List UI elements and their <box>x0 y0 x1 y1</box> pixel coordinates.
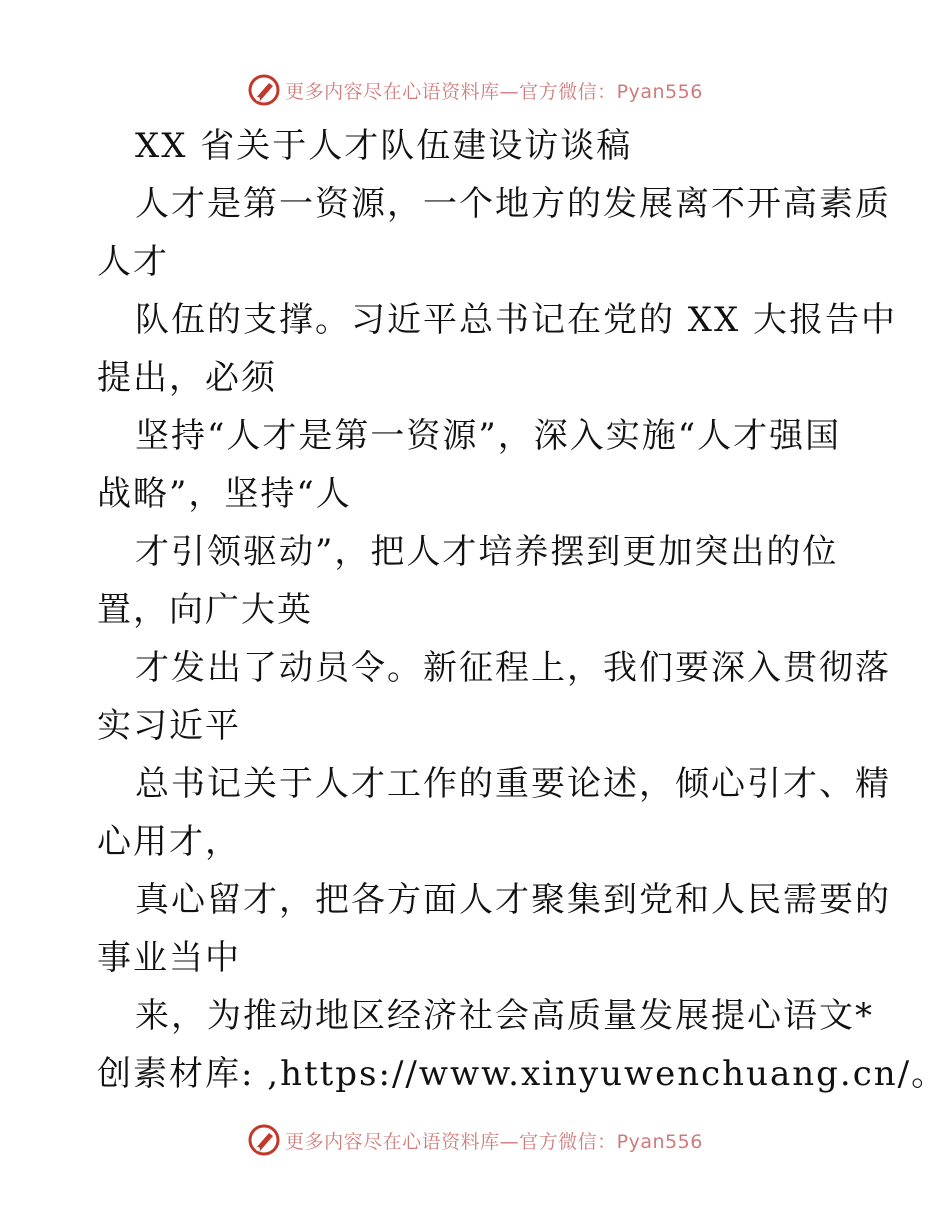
text-line: 创素材库: ,https://www.xinyuwenchuang.cn/。 <box>97 1054 948 1094</box>
pen-logo-icon <box>247 1123 281 1157</box>
text-line: 总书记关于人才工作的重要论述，倾心引才、精 <box>135 764 891 804</box>
text-line: 才发出了动员令。新征程上，我们要深入贯彻落 <box>135 648 891 688</box>
footer-watermark <box>0 1120 950 1160</box>
text-line: 战略”，坚持“人 <box>97 474 352 514</box>
watermark-text: 更多内容尽在心语资料库—官方微信：Pyan556 <box>285 1130 703 1153</box>
text-line: 真心留才，把各方面人才聚集到党和人民需要的 <box>135 880 891 920</box>
text-line: 提出，必须 <box>97 358 277 398</box>
watermark-text: 更多内容尽在心语资料库—官方微信：Pyan556 <box>285 80 703 103</box>
text-line: 队伍的支撑。习近平总书记在党的 XX 大报告中 <box>135 300 898 340</box>
text-line: 实习近平 <box>97 706 241 746</box>
text-line: 心用才， <box>97 822 241 862</box>
text-line: 置，向广大英 <box>97 590 313 630</box>
text-line: 人才 <box>97 242 169 282</box>
watermark-group <box>247 73 703 107</box>
pen-logo-icon <box>247 73 281 107</box>
text-line: 坚持“人才是第一资源”，深入实施“人才强国 <box>135 416 842 456</box>
text-line: 来，为推动地区经济社会高质量发展提心语文* <box>135 996 874 1036</box>
text-line: 才引领驱动”，把人才培养摆到更加突出的位 <box>135 532 839 572</box>
document-title: XX 省关于人才队伍建设访谈稿 <box>135 126 633 166</box>
text-line: 人才是第一资源，一个地方的发展离不开高素质 <box>135 184 891 224</box>
text-line: 事业当中 <box>97 938 241 978</box>
header-watermark <box>0 70 950 110</box>
document-body <box>97 117 948 1103</box>
watermark-group <box>247 1123 703 1157</box>
